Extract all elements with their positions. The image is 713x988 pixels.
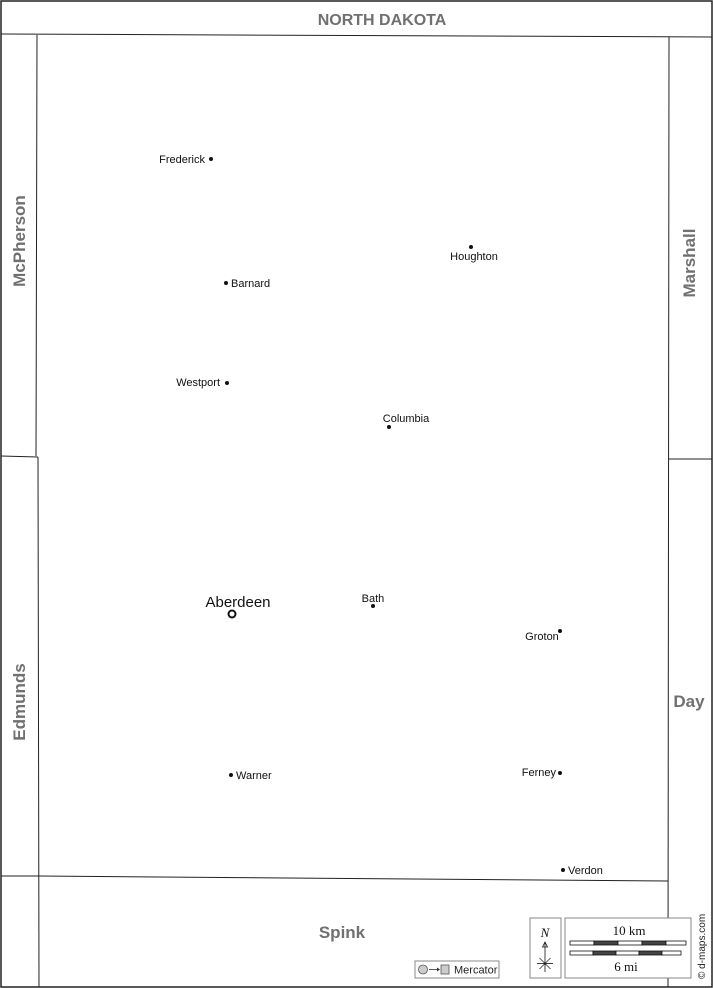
barnard-label: Barnard xyxy=(231,278,271,290)
spink-label: Spink xyxy=(318,923,366,942)
map-frame xyxy=(1,1,712,987)
credit-label: © d-maps.com xyxy=(697,913,708,979)
columbia-label: Columbia xyxy=(382,413,430,425)
mcpherson-edmunds-border xyxy=(1,456,38,457)
globe-icon xyxy=(419,965,428,974)
edmunds-label: Edmunds xyxy=(10,663,29,741)
day-label: Day xyxy=(673,692,705,711)
east-border xyxy=(668,37,669,987)
barnard-marker xyxy=(224,281,228,285)
west-border-top xyxy=(36,35,37,456)
verdon-label: Verdon xyxy=(568,865,603,877)
warner-label: Warner xyxy=(236,770,272,782)
frederick-marker xyxy=(209,157,213,161)
aberdeen-marker xyxy=(229,611,236,618)
west-border-bottom xyxy=(38,457,39,987)
flat-map-icon xyxy=(441,965,449,974)
frederick-label: Frederick xyxy=(159,154,205,166)
north-border xyxy=(1,34,712,37)
warner-marker xyxy=(229,773,233,777)
houghton-marker xyxy=(469,245,473,249)
scale-bar xyxy=(565,918,691,978)
scale-mi-label: 6 mi xyxy=(614,959,638,974)
projection-label: Mercator xyxy=(454,964,498,977)
ferney-label: Ferney xyxy=(521,767,556,779)
westport-label: Westport xyxy=(176,377,220,389)
bath-label: Bath xyxy=(361,593,385,605)
verdon-marker xyxy=(561,868,565,872)
projection-badge xyxy=(415,961,499,978)
aberdeen-label: Aberdeen xyxy=(205,594,271,611)
columbia-marker xyxy=(387,425,391,429)
marshall-label: Marshall xyxy=(680,228,699,298)
scale-km-bar xyxy=(570,941,686,945)
north-label: N xyxy=(540,925,550,940)
compass xyxy=(530,918,561,978)
mcpherson-label: McPherson xyxy=(10,195,29,287)
scale-km-label: 10 km xyxy=(612,923,646,938)
boundaries xyxy=(1,34,712,987)
ferney-marker xyxy=(558,771,562,775)
scale-mi-bar xyxy=(570,951,681,955)
places xyxy=(159,154,603,877)
north-dakota-label: NORTH DAKOTA xyxy=(317,12,447,29)
houghton-label: Houghton xyxy=(450,251,498,263)
westport-marker xyxy=(225,381,229,385)
groton-label: Groton xyxy=(525,631,559,643)
